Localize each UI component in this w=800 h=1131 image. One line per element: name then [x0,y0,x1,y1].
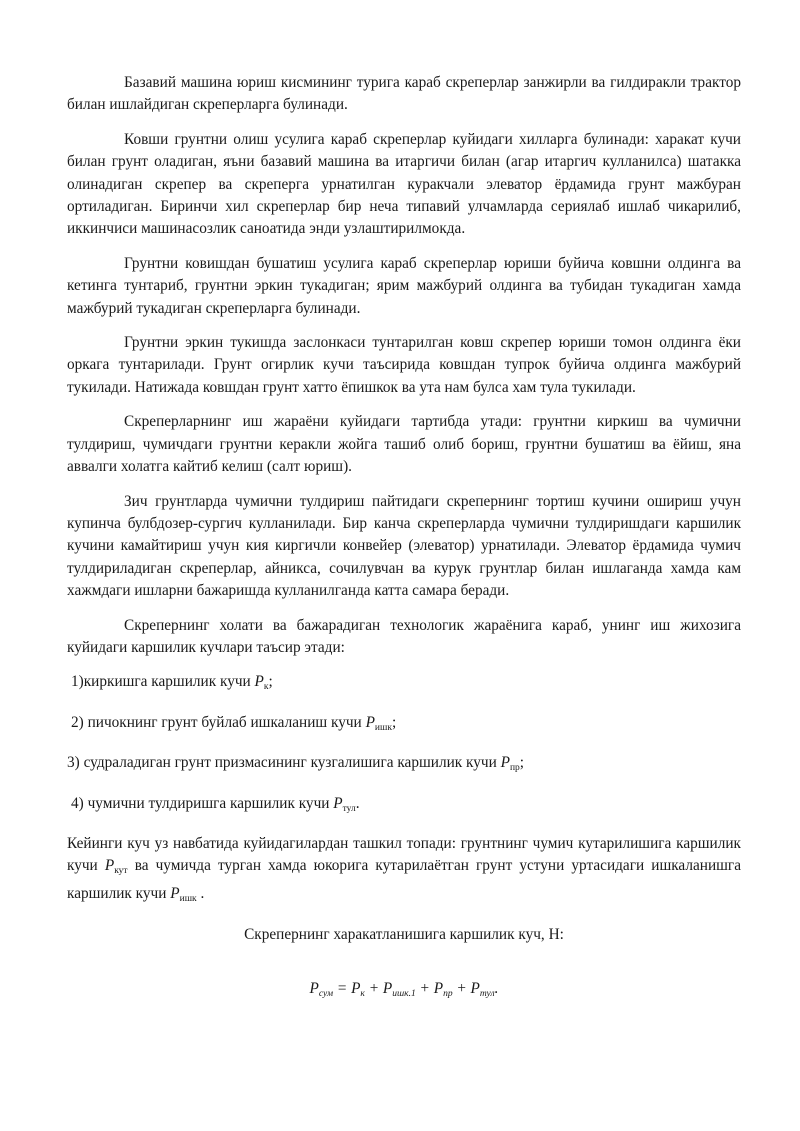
symbol: P [170,884,180,902]
subscript: сум [318,988,334,999]
subscript: ишк.1 [392,988,416,999]
symbol: P [433,979,444,997]
operator: + [364,979,383,997]
paragraph: Грунтни эркин тукишда заслонкаси тунтарилган ковш скрепер юриши томон олдинга ёки оркага тунтарилади. Грунт огирлик кучи таъсирида ковшдан тупрок буйича олдинга мажбурий тукилади. Натижада ковшдан грунт хатто ёпишкок ва ута нам булса хам тула тукилади. [67,334,741,396]
text: . [196,884,205,902]
subscript: кут [114,866,128,877]
symbol: P [470,979,480,997]
text: Кейинги куч уз навбатида куйидагилардан ташкил топади: грунтнинг чумич кутарилишига каршилик кучи [67,834,741,875]
list-item-text: 3) судраладиган грунт призмасининг кузгалишига каршилик кучи [67,754,501,772]
paragraph: Базавий машина юриш кисмининг турига караб скреперлар занжирли ва гилдиракли трактор билан ишлайдиган скреперларга булинади. [67,74,741,114]
formula-caption: Скрепернинг харакатланишига каршилик куч, Н: [244,926,564,944]
paragraph: Грунтни ковишдан бушатиш усулига караб скреперлар юриши буйича ковшни олдинга ва кетинга тунтариб, грунтни эркин тукадиган; ярим мажбурий олдинга ва тубидан тукадиган хамда мажбурий тукадиган скреперларга булинади. [67,254,741,317]
symbol: P [333,794,343,812]
list-item-text: 4) чумични тулдиришга каршилик кучи [71,794,334,812]
paragraph: Скрепернинг холати ва бажарадиган технологик жараёнига караб, унинг иш жихозига куйидаги каршилик кучлари таъсир этади: [67,616,741,656]
punctuation: ; [391,713,397,731]
symbol: P [104,857,115,875]
text: ва чумичда турган хамда юкорига кутарилаётган грунт устуни уртасидаги ишкаланишга каршилик кучи [67,857,741,902]
paragraph: Ковши грунтни олиш усулига караб скреперлар куйидаги хилларга булинади: харакат кучи билан грунт оладиган, яъни базавий машина ва итаргичи билан (агар итаргич кулланилса) шатакка олинадиган скрепер ва скреперга урнатилган куракчали элеватор ёрдамида грунт мажбуран ортиладиган. Биринчи хил скреперлар бир неча типавий улчамларда сериялаб ишлаб чикарилиб, иккинчиси машинасозлик саноатида энди узлаштирилмокда. [67,130,741,238]
operator: = [333,979,352,997]
subscript: тул [479,988,495,999]
symbol: P [351,979,361,997]
punctuation: ; [519,754,525,772]
list-item [67,712,741,739]
symbol: P [382,979,393,997]
paragraph: Зич грунтларда чумични тулдириш пайтидаги скрепернинг тортиш кучини ошириш учун купинча булбдозер-сургич кулланилади. Бир канча скреперларда чумични тулдиришдаги каршилик кучини камайтириш учун кия киргичли конвейер (элеватор) урнатилади. Элеватор ёрдамида чумич тулдириладиган скреперлар, айникса, сочилувчан ва курук грунтлар билан ишлаганда хамда кам хажмдаги ишларни бажаришда кулланилганда катта самара беради. [67,492,741,600]
operator: + [415,979,434,997]
document-page [67,72,741,1020]
formula [67,978,741,1005]
subscript: тул [342,803,356,814]
paragraph [67,833,741,910]
list-item [67,671,741,698]
punctuation: ; [268,673,273,691]
subscript: пр [443,988,453,999]
list-item [67,752,741,779]
list-item-text: 2) пичокнинг грунт буйлаб ишкаланиш кучи [71,713,366,731]
operator: + [452,979,471,997]
subscript: к [263,682,269,693]
list-item-text: 1)киркишга каршилик кучи [71,673,255,691]
symbol: P [500,754,510,772]
paragraph: Скреперларнинг иш жараёни куйидаги тартибда утади: грунтни киркиш ва чумични тулдириш, чумичдаги грунтни керакли жойга ташиб олиб бориш, грунтни бушатиш ва ёйиш, яна аввалги холатга кайтиб келиш (салт юриш). [67,413,741,476]
subscript: ишк [374,722,392,733]
list-item [67,793,741,820]
subscript: ишк [179,893,197,904]
symbol: P [254,673,264,691]
symbol: P [365,713,375,731]
symbol: P [309,979,319,997]
punctuation: . [494,979,499,997]
subscript: пр [509,763,520,774]
punctuation: . [355,794,360,812]
subscript: к [360,988,365,999]
